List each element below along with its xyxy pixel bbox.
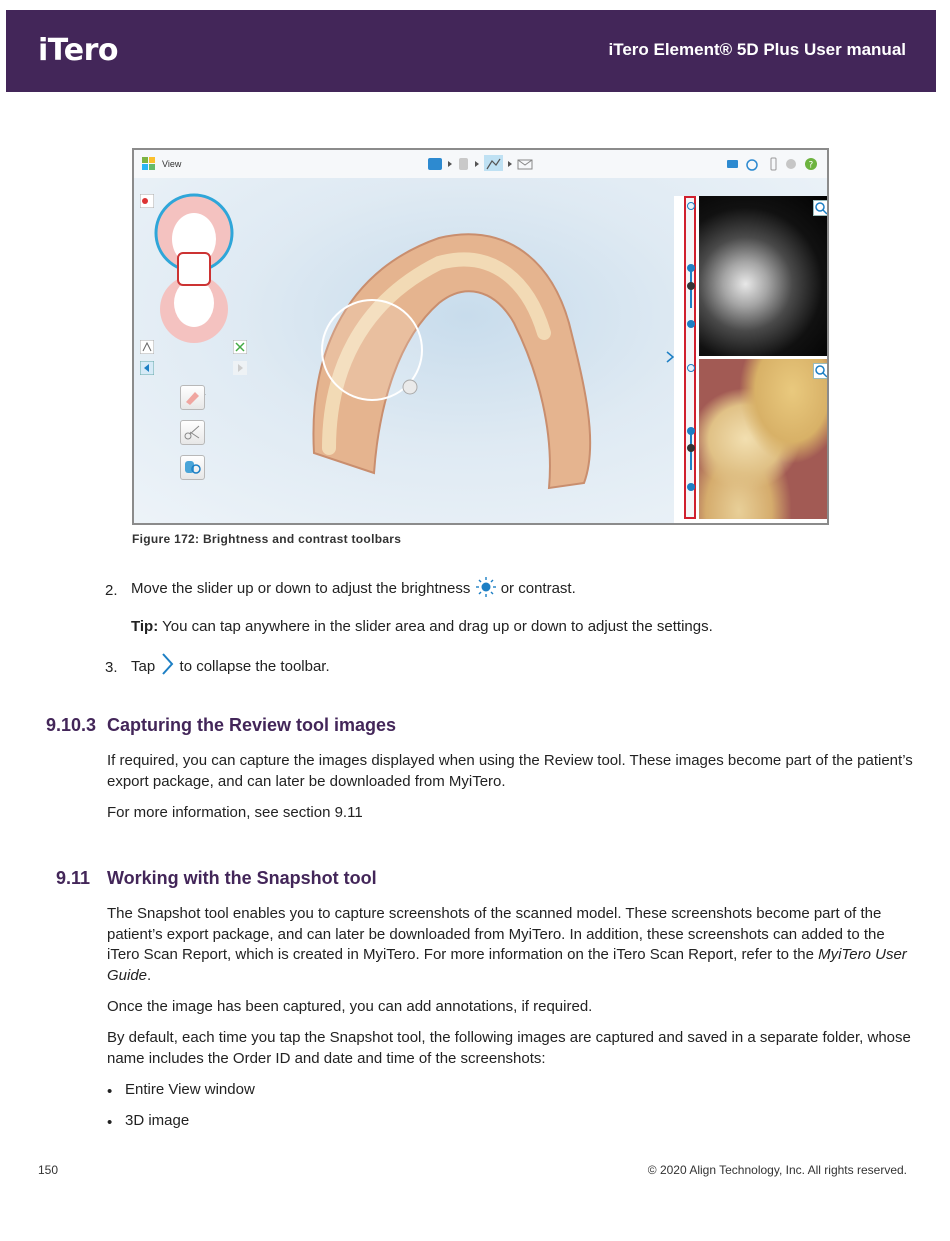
bullet-icon: • bbox=[107, 1114, 113, 1131]
section-number: 9.11 bbox=[56, 868, 91, 888]
section-title: Capturing the Review tool images bbox=[107, 715, 397, 735]
step-number: 3. bbox=[105, 659, 118, 676]
status-icons bbox=[723, 155, 823, 173]
paragraph: Once the image has been captured, you can add annotations, if required. bbox=[107, 998, 593, 1015]
eraser-icon bbox=[181, 386, 204, 409]
svg-text:?: ? bbox=[808, 160, 814, 171]
chevron-right-icon bbox=[475, 161, 479, 167]
arrow-left-icon[interactable] bbox=[140, 361, 154, 375]
brightness-contrast-toolbar[interactable] bbox=[684, 196, 696, 519]
section-title: Working with the Snapshot tool bbox=[107, 868, 377, 888]
contrast-slider-thumb[interactable] bbox=[687, 483, 695, 491]
paragraph: If required, you can capture the images displayed when using the Review tool. These images become part of the patient’s export package, and can later be downloaded from MyiTero. bbox=[107, 752, 913, 790]
magnifier-handle-icon bbox=[403, 380, 417, 394]
chevron-right-icon bbox=[508, 161, 512, 167]
tip bbox=[131, 618, 713, 635]
eraser-tool-button[interactable] bbox=[180, 385, 205, 410]
screenshot-toolbar bbox=[134, 150, 827, 179]
trim-tool-button[interactable] bbox=[180, 420, 205, 445]
step-number: 2. bbox=[105, 582, 118, 599]
paragraph: For more information, see section 9.11 bbox=[107, 804, 363, 821]
view-label: View bbox=[162, 159, 182, 169]
list-item: 3D image bbox=[125, 1112, 190, 1129]
brightness-icon bbox=[687, 202, 695, 210]
occlusion-icon[interactable] bbox=[140, 340, 154, 354]
step-text-before: Move the slider up or down to adjust the brightness bbox=[131, 580, 471, 597]
step-text-after: or contrast. bbox=[500, 580, 576, 597]
step-text-before: Tap bbox=[131, 658, 156, 675]
tip-label: Tip: bbox=[131, 618, 159, 635]
step-text bbox=[131, 652, 330, 676]
figure-caption: Figure 172: Brightness and contrast toolbars bbox=[132, 532, 402, 546]
guide-title: MyiTero User Guide bbox=[107, 946, 907, 984]
contrast-icon bbox=[687, 444, 695, 452]
tooth-search-icon bbox=[181, 456, 204, 479]
page-number: 150 bbox=[38, 1163, 59, 1177]
copyright: © 2020 Align Technology, Inc. All rights reserved. bbox=[647, 1163, 907, 1177]
tip-text: You can tap anywhere in the slider area and drag up or down to adjust the settings. bbox=[162, 618, 713, 635]
nire-image bbox=[699, 196, 829, 356]
rx-icon bbox=[428, 158, 442, 170]
view-grid-icon bbox=[142, 157, 155, 170]
workflow-bar bbox=[426, 155, 556, 171]
brightness-icon bbox=[687, 364, 695, 372]
paragraph: By default, each time you tap the Snapshot tool, the following images are captured and saved in a separate folder, whose name includes the Order ID and date and time of the screenshots: bbox=[107, 1029, 911, 1067]
camera-icon bbox=[727, 160, 738, 168]
scan-icon bbox=[459, 158, 468, 170]
itero-logo: iTero bbox=[38, 33, 119, 68]
brightness-slider-thumb[interactable] bbox=[687, 427, 695, 435]
timer-icon bbox=[747, 160, 757, 170]
chevron-right-icon bbox=[159, 652, 175, 676]
step-text-after: to collapse the toolbar. bbox=[179, 658, 330, 675]
review-tool-screenshot bbox=[132, 148, 829, 525]
brightness-sun-icon bbox=[475, 576, 497, 598]
paragraph bbox=[107, 904, 917, 986]
chevron-right-icon bbox=[448, 161, 452, 167]
margin-icon[interactable] bbox=[233, 340, 247, 354]
zoom-icon[interactable] bbox=[813, 200, 829, 216]
viewer-area bbox=[134, 178, 827, 523]
bullet-icon: • bbox=[107, 1083, 113, 1100]
arch-diagram bbox=[150, 191, 240, 351]
review-tool-button[interactable] bbox=[180, 455, 205, 480]
brightness-slider-thumb[interactable] bbox=[687, 264, 695, 272]
color-image bbox=[699, 359, 829, 519]
manual-title: iTero Element® 5D Plus User manual bbox=[608, 40, 906, 59]
paragraph-text: The Snapshot tool enables you to capture screenshots of the scanned model. These screenshots become part of the patient’s export package, and can later be downloaded from MyiTero. In addition, these screenshots can added to the iTero Scan Report, which is created in MyiTero. For more information on the iTero Scan Report, refer to the bbox=[107, 905, 885, 963]
list-item: Entire View window bbox=[125, 1081, 255, 1098]
wand-icon bbox=[771, 158, 776, 170]
contrast-icon bbox=[687, 282, 695, 290]
paragraph-end: . bbox=[147, 966, 152, 984]
zoom-icon[interactable] bbox=[813, 363, 829, 379]
brightness-contrast-panel bbox=[674, 196, 829, 525]
arrow-right-icon[interactable] bbox=[233, 361, 247, 375]
3d-scan-model bbox=[299, 213, 609, 503]
scissors-icon bbox=[181, 421, 204, 444]
gear-icon bbox=[786, 159, 796, 169]
contrast-slider-thumb[interactable] bbox=[687, 320, 695, 328]
section-number: 9.10.3 bbox=[46, 715, 97, 735]
page-header bbox=[6, 10, 936, 92]
step-text bbox=[131, 576, 576, 598]
